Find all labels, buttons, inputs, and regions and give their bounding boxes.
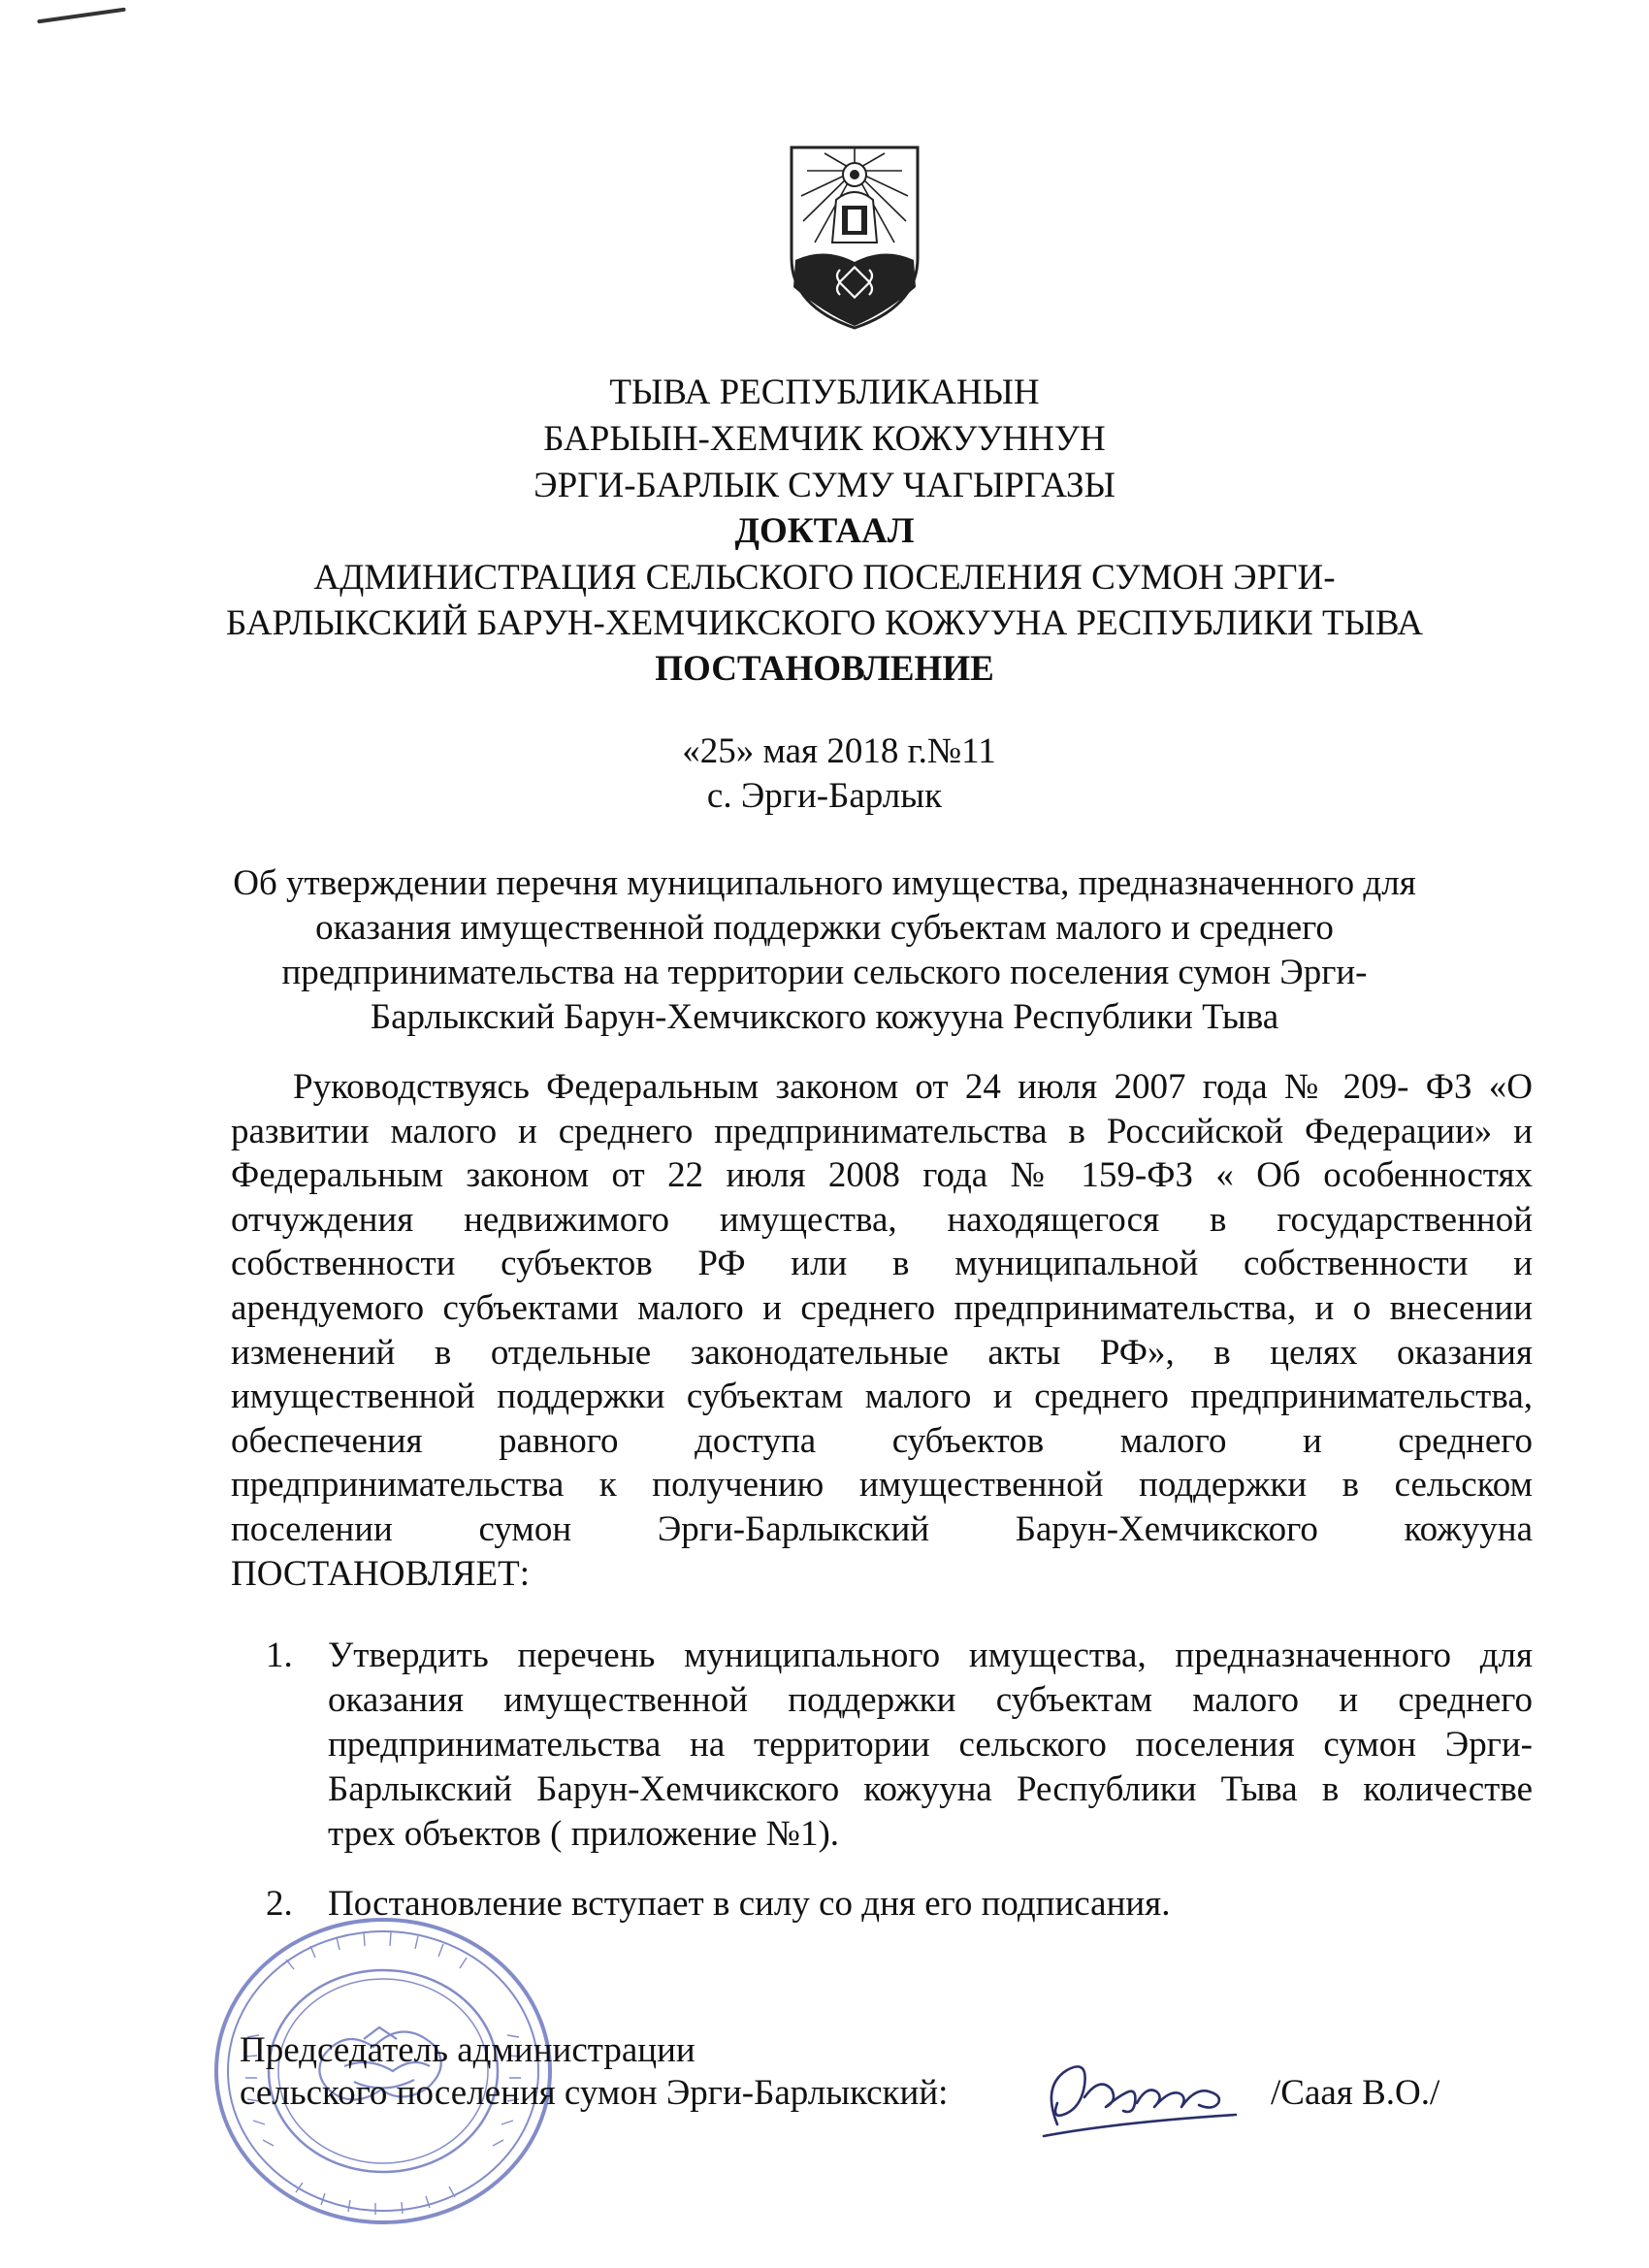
handwritten-signature: [1028, 2047, 1251, 2154]
list-item-number: 2.: [266, 1884, 293, 1924]
header-line-2: БАРЫЫН-ХЕМЧИК КОЖУУННУН: [543, 419, 1106, 459]
list-item-line: Постановление вступает в силу со дня его подписания.: [328, 1884, 1171, 1924]
document-title-line: Об утверждении перечня муниципального имущества, предназначенного для: [233, 863, 1416, 903]
document-title-line: Барлыкский Барун-Хемчикского кожууна Республики Тыва: [370, 997, 1279, 1037]
list-item-line: оказания имущественной поддержки субъектам малого и среднего: [328, 1680, 1533, 1720]
preamble-line: предпринимательства к получению имущественной поддержки в сельском: [231, 1465, 1533, 1506]
preamble-line: собственности субъектов РФ или в муниципальной собственности и: [231, 1244, 1533, 1284]
signatory-position-line-2: сельского поселения сумон Эрги-Барлыкский:: [240, 2073, 949, 2113]
list-item-line: Барлыкский Барун-Хемчикского кожууна Республики Тыва в количестве: [328, 1769, 1533, 1809]
scan-artifact: [37, 8, 126, 24]
preamble-line: изменений в отдельные законодательные акты РФ», в целях оказания: [231, 1332, 1533, 1373]
document-place: с. Эрги-Барлык: [706, 776, 943, 816]
preamble-paragraph: [231, 1065, 1533, 1596]
list-item-line: трех объектов ( приложение №1).: [328, 1814, 840, 1854]
preamble-line: развитии малого и среднего предпринимательства в Российской Федерации» и: [231, 1111, 1533, 1151]
list-item-number: 1.: [266, 1636, 293, 1675]
coat-of-arms-emblem: [786, 142, 923, 332]
signatory-name: /Саая В.О./: [1271, 2073, 1440, 2113]
header-line-4: АДМИНИСТРАЦИЯ СЕЛЬСКОГО ПОСЕЛЕНИЯ СУМОН ЭРГИ-: [313, 558, 1336, 598]
header-line-5: БАРЛЫКСКИЙ БАРУН-ХЕМЧИКСКОГО КОЖУУНА РЕСПУБЛИКИ ТЫВА: [226, 603, 1423, 643]
preamble-line: обеспечения равного доступа субъектов малого и среднего: [231, 1420, 1533, 1461]
doc-type-ru: ПОСТАНОВЛЕНИЕ: [655, 649, 994, 689]
list-item-line: предпринимательства на территории сельского поселения сумон Эрги-: [328, 1725, 1533, 1765]
preamble-line: арендуемого субъектами малого и среднего предпринимательства, и о внесении: [231, 1287, 1533, 1328]
preamble-line-resolves: ПОСТАНОВЛЯЕТ:: [231, 1553, 531, 1594]
signatory-position-line-1: Председатель администрации: [240, 2030, 695, 2070]
document-title-line: оказания имущественной поддержки субъектам малого и среднего: [315, 908, 1334, 948]
document-title-line: предпринимательства на территории сельского поселения сумон Эрги-: [281, 953, 1368, 992]
header-line-1: ТЫВА РЕСПУБЛИКАНЫН: [609, 373, 1040, 412]
preamble-line: имущественной поддержки субъектам малого и среднего предпринимательства,: [231, 1377, 1533, 1417]
preamble-line: Федеральным законом от 22 июля 2008 года № 159-ФЗ « Об особенностях: [231, 1155, 1533, 1196]
document-date-number: «25» мая 2018 г.№11: [682, 731, 996, 771]
preamble-line: поселении сумон Эрги-Барлыкский Барун-Хемчикского кожууна: [231, 1508, 1533, 1549]
doc-type-tyva: ДОКТААЛ: [734, 511, 915, 551]
header-line-3: ЭРГИ-БАРЛЫК СУМУ ЧАГЫРГАЗЫ: [534, 466, 1116, 505]
preamble-line: Руководствуясь Федеральным законом от 24 июля 2007 года № 209- ФЗ «О: [293, 1067, 1533, 1107]
list-item-line: Утвердить перечень муниципального имущества, предназначенного для: [328, 1636, 1533, 1675]
preamble-line: отчуждения недвижимого имущества, находящегося в государственной: [231, 1199, 1533, 1240]
